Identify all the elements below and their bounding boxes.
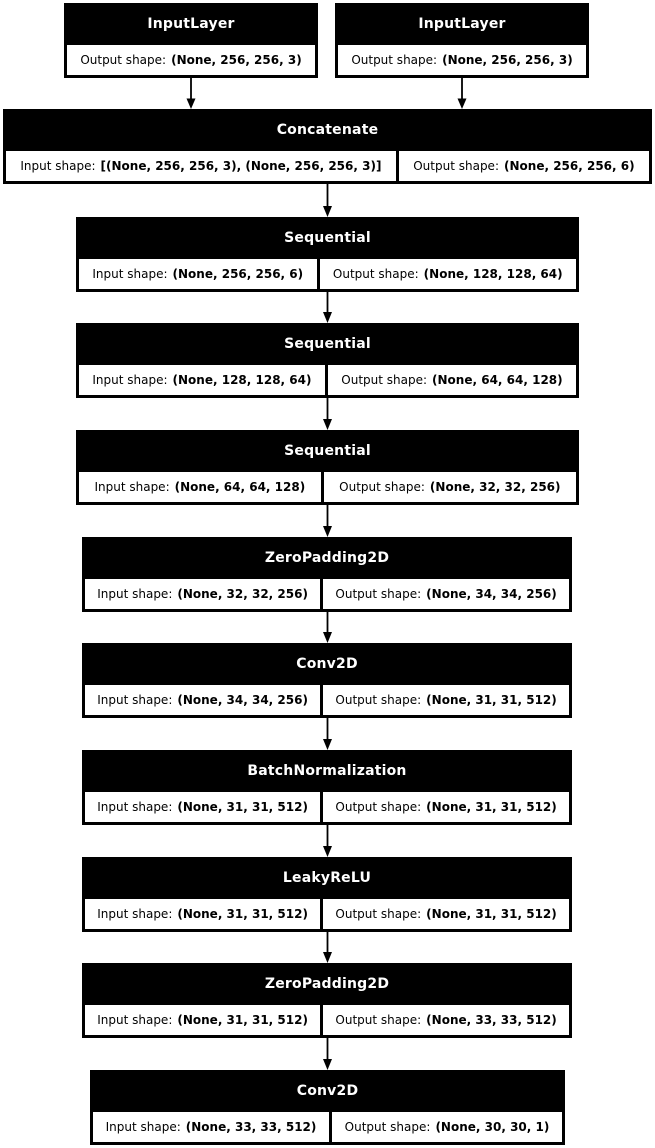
output-shape-cell	[324, 472, 576, 502]
edge-arrow	[323, 1038, 332, 1070]
edge-arrow	[323, 292, 332, 323]
output-shape-cell	[323, 685, 569, 715]
shape-value: [(None, 256, 256, 3), (None, 256, 256, 3)]	[100, 159, 382, 173]
edge-arrow	[323, 718, 332, 750]
shape-label: Input shape:	[97, 800, 173, 814]
layer-title: Conv2D	[296, 656, 358, 672]
node-input-layer-2	[335, 3, 589, 78]
shape-value: (None, 32, 32, 256)	[177, 587, 308, 601]
edge-arrow	[323, 612, 332, 643]
shape-value: (None, 31, 31, 512)	[177, 1013, 308, 1027]
output-shape-cell	[323, 579, 569, 609]
shape-label: Output shape:	[413, 159, 499, 173]
shape-label: Input shape:	[97, 1013, 173, 1027]
shape-label: Output shape:	[335, 587, 422, 601]
shape-value: (None, 33, 33, 512)	[185, 1120, 317, 1134]
shape-value: (None, 64, 64, 128)	[432, 373, 563, 387]
input-shape-cell	[93, 1112, 329, 1142]
node-conv2d-2	[90, 1070, 565, 1145]
output-shape-cell	[323, 899, 569, 929]
node-input-layer-1	[64, 3, 318, 78]
input-shape-cell	[6, 151, 396, 181]
node-sequential-2	[76, 323, 579, 398]
edge-arrow	[323, 398, 332, 430]
output-shape-cell	[332, 1112, 562, 1142]
edge-arrow	[458, 78, 467, 109]
input-shape-cell	[85, 1005, 320, 1035]
input-shape-cell	[79, 365, 325, 395]
shape-label: Output shape:	[80, 53, 167, 67]
shape-value: (None, 64, 64, 128)	[174, 480, 306, 494]
shape-label: Input shape:	[105, 1120, 181, 1134]
layer-title: Sequential	[284, 443, 371, 459]
edge-arrow	[323, 932, 332, 963]
shape-label: Input shape:	[92, 267, 168, 281]
shape-value: (None, 128, 128, 64)	[423, 267, 563, 281]
input-shape-cell	[79, 259, 317, 289]
output-shape-cell	[67, 45, 315, 75]
shape-label: Input shape:	[97, 907, 173, 921]
shape-label: Input shape:	[97, 587, 173, 601]
shape-value: (None, 34, 34, 256)	[426, 587, 557, 601]
shape-value: (None, 31, 31, 512)	[426, 800, 557, 814]
shape-label: Output shape:	[335, 1013, 422, 1027]
output-shape-cell	[399, 151, 649, 181]
output-shape-cell	[328, 365, 576, 395]
output-shape-cell	[323, 1005, 569, 1035]
shape-label: Output shape:	[332, 267, 419, 281]
node-conv2d-1	[82, 643, 572, 718]
node-concatenate	[3, 109, 652, 184]
shape-label: Input shape:	[92, 373, 168, 387]
shape-value: (None, 34, 34, 256)	[177, 693, 308, 707]
shape-label: Output shape:	[335, 800, 422, 814]
node-zero-padding2d-2	[82, 963, 572, 1038]
shape-value: (None, 33, 33, 512)	[426, 1013, 557, 1027]
shape-label: Output shape:	[341, 373, 428, 387]
input-shape-cell	[85, 792, 320, 822]
input-shape-cell	[79, 472, 321, 502]
node-sequential-1	[76, 217, 579, 292]
output-shape-cell	[320, 259, 577, 289]
shape-value: (None, 256, 256, 6)	[504, 159, 635, 173]
shape-value: (None, 31, 31, 512)	[177, 907, 308, 921]
shape-label: Output shape:	[339, 480, 425, 494]
edge-arrow	[323, 825, 332, 857]
layer-title: Conv2D	[296, 1083, 359, 1099]
shape-label: Output shape:	[344, 1120, 431, 1134]
shape-label: Input shape:	[20, 159, 96, 173]
node-sequential-3	[76, 430, 579, 505]
node-leaky-relu	[82, 857, 572, 932]
shape-value: (None, 256, 256, 6)	[172, 267, 304, 281]
shape-value: (None, 31, 31, 512)	[426, 693, 557, 707]
shape-value: (None, 256, 256, 3)	[442, 53, 573, 67]
shape-label: Output shape:	[335, 693, 422, 707]
layer-title: InputLayer	[147, 16, 235, 32]
output-shape-cell	[323, 792, 569, 822]
edge-arrow	[323, 184, 332, 217]
shape-label: Input shape:	[94, 480, 170, 494]
shape-value: (None, 256, 256, 3)	[171, 53, 302, 67]
shape-value: (None, 32, 32, 256)	[429, 480, 561, 494]
shape-label: Output shape:	[335, 907, 422, 921]
input-shape-cell	[85, 899, 320, 929]
output-shape-cell	[338, 45, 586, 75]
layer-title: Sequential	[284, 230, 371, 246]
shape-value: (None, 31, 31, 512)	[426, 907, 557, 921]
edge-arrow	[323, 505, 332, 537]
layer-title: Concatenate	[276, 122, 379, 138]
layer-title: LeakyReLU	[282, 870, 372, 886]
layer-title: ZeroPadding2D	[264, 550, 390, 566]
node-batch-normalization	[82, 750, 572, 825]
shape-value: (None, 128, 128, 64)	[172, 373, 312, 387]
layer-title: ZeroPadding2D	[264, 976, 390, 992]
shape-label: Output shape:	[351, 53, 438, 67]
layer-title: InputLayer	[418, 16, 506, 32]
node-zero-padding2d-1	[82, 537, 572, 612]
layer-title: BatchNormalization	[247, 763, 407, 779]
edge-arrow	[187, 78, 196, 109]
layer-title: Sequential	[284, 336, 371, 352]
shape-label: Input shape:	[97, 693, 173, 707]
input-shape-cell	[85, 579, 320, 609]
shape-value: (None, 31, 31, 512)	[177, 800, 308, 814]
input-shape-cell	[85, 685, 320, 715]
shape-value: (None, 30, 30, 1)	[435, 1120, 550, 1134]
